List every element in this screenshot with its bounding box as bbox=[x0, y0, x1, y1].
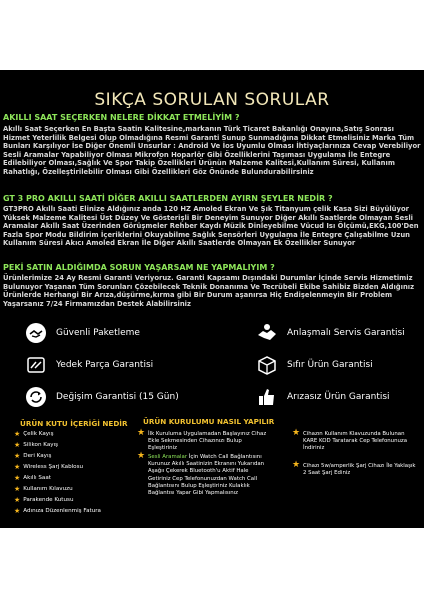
list-item: ★ Deri Kayış bbox=[14, 452, 52, 460]
faq-answer-1: Akıllı Saat Seçerken En Başta Saatin Kalitesine,markanın Türk Ticaret Bakanlığı Onayına,Satış Sonrası Hizmet Yeterlilik Belgesi Olup Olmadığına Resmi Garanti Sunup Sunmadığına Dikkat Etmelisiniz Marka Tüm Bunları Karşılıyor İse Diğer Önemli Unsurlar : Android Ve İos Uyumlu Olması İhtiyaçlarınıza Cevap Verebiliyor Sesli Aramalar Yapabiliyor Olması Mikrofon Hoparlör Gibi Özelliklerini Taşıması Uygulama İle Entegre Edilebiliyor Olması,Sağlık Ve Spor Takip Özellikleri Ürünün Malzeme Kalitesi,Kullanım Süresi, Kullanım Rahatlığı, Özelleştirilebilir Olması Gibi Özellikleri Göz Önünde Bulundurabilirsiniz bbox=[3, 125, 421, 176]
feature-label: Arızasız Ürün Garantisi bbox=[287, 392, 390, 402]
setup-step-3: ★ Cihazın Kullanım Klavuzunda Bulunan KARE KOD Taratarak Cep Telefonunuza İndiriniz bbox=[292, 428, 408, 452]
feature-safe-packaging bbox=[24, 320, 140, 346]
list-item: ★ Wireless Şarj Kablosu bbox=[14, 463, 84, 471]
list-item: ★ Akıllı Saat bbox=[14, 474, 51, 482]
handshake-icon bbox=[24, 321, 48, 345]
feature-faultless bbox=[255, 384, 390, 410]
setup-step-4: ★ Cihazı 5w/amperlik Şarj Cihazı İle Yaklaşık 2 Saat Şarj Ediniz bbox=[292, 460, 416, 477]
setup-heading: ÜRÜN KURULUMU NASIL YAPILIR bbox=[143, 417, 275, 426]
faq-answer-3: Ürünlerimize 24 Ay Resmi Garanti Veriyoruz. Garanti Kapsamı Dışındaki Durumlar İçinde Servis Hizmetimiz Bulunuyor Yaşanan Tüm Sorunları Çözebilecek Teknik Donanıma Ve Tecrübeli Ekibe Sahibiz Bizden Aldığınız Ürünlerde Herhangi Bir Arıza,düşürme,kırma gibi Bir Durum aşanırsa Hiç Endişelenmeyin Bir Problem Yaşarsanız 7/24 Firmamızdan Destek Alabilirsiniz bbox=[3, 274, 415, 308]
faq-question-2: GT 3 PRO AKILLI SAATİ DİĞER AKILLI SAATLERDEN AYIRN ŞEYLER NEDİR ? bbox=[3, 194, 333, 203]
feature-exchange bbox=[24, 384, 179, 410]
feature-label: Güvenli Paketleme bbox=[56, 328, 140, 338]
list-item: ★ Adınıza Düzenlenmiş Fatura bbox=[14, 507, 101, 515]
service-icon bbox=[255, 321, 279, 345]
box-icon bbox=[255, 353, 279, 377]
feature-label: Değişim Garantisi (15 Gün) bbox=[56, 392, 179, 402]
feature-service bbox=[255, 320, 405, 346]
box-contents-heading: ÜRÜN KUTU İÇERİĞİ NEDİR bbox=[20, 419, 128, 428]
list-item: ★ Kullanım Kılavuzu bbox=[14, 485, 73, 493]
refresh-icon bbox=[24, 385, 48, 409]
list-item: ★ Silikon Kayış bbox=[14, 441, 59, 449]
feature-spare-parts bbox=[24, 352, 153, 378]
list-item: ★ Çelik Kayış bbox=[14, 430, 54, 438]
page-title: SIKÇA SORULAN SORULAR bbox=[94, 90, 330, 110]
feature-label: Yedek Parça Garantisi bbox=[56, 360, 154, 370]
tools-icon bbox=[24, 353, 48, 377]
faq-question-1: AKILLI SAAT SEÇERKEN NELERE DİKKAT ETMELİYİM ? bbox=[3, 113, 240, 122]
setup-step-2: ★ Sesli Aramalar İçin Watch Call Bağlantısını Kurunuz Akıllı Saatinizin Ekranını Yukarıdan Aşağıı Çekerek Bluetooth'u Aktif Hale Getiriniz Cep Telefonunuzdan Watch Call Bağlantısını Bulup Eşleştiriniz Kulaklık Bağlantısı Yapar Gibi Yapmalısınız bbox=[137, 451, 265, 497]
feature-label: Sıfır Ürün Garantisi bbox=[287, 360, 373, 370]
feature-label: Anlaşmalı Servis Garantisi bbox=[287, 328, 405, 338]
list-item: ★ Parakende Kutusu bbox=[14, 496, 74, 504]
setup-step-1: ★ İlk Kuruluma Uygulamadan Başlayınız Cihaz Ekle Sekmesinden Cihazınızı Bulup Eşleştiriniz bbox=[137, 428, 267, 452]
faq-panel bbox=[0, 70, 424, 528]
faq-answer-2: GT3PRO Akıllı Saati Elinize Aldığınız anda 120 HZ Amoled Ekran Ve Şık Titanyum çelik Kasa Sizi Büyülüyor Yüksek Malzeme Kalitesi Üst Düzey Ve Gösterişli Bir Deneyim Sunuyor Diğer Akıllı Saatlerde Olmayan Sesli Aramalar Akıllı Saat Üzerinden Görüşmeler Rehber Kaydı Müzik Dinleyebilme Vücud Isı Ölçümü,EKG,100'Den Fazla Spor Modu Bildirim İçeriklerini Okuyabilme Sağlık Sensörleri Uygulama İle Entegre Çalışabilme Uzun Kullanım Süresi Akıcı Amoled Ekran İle Diğer Akıllı Saatlerde Olmayan Ek Özellikler Sunuyor bbox=[3, 205, 419, 248]
feature-zero-product bbox=[255, 352, 373, 378]
thumbs-up-icon bbox=[255, 385, 279, 409]
faq-question-3: PEKİ SATIN ALDIĞIMDA SORUN YAŞARSAM NE YAPMALIYIM ? bbox=[3, 263, 275, 272]
